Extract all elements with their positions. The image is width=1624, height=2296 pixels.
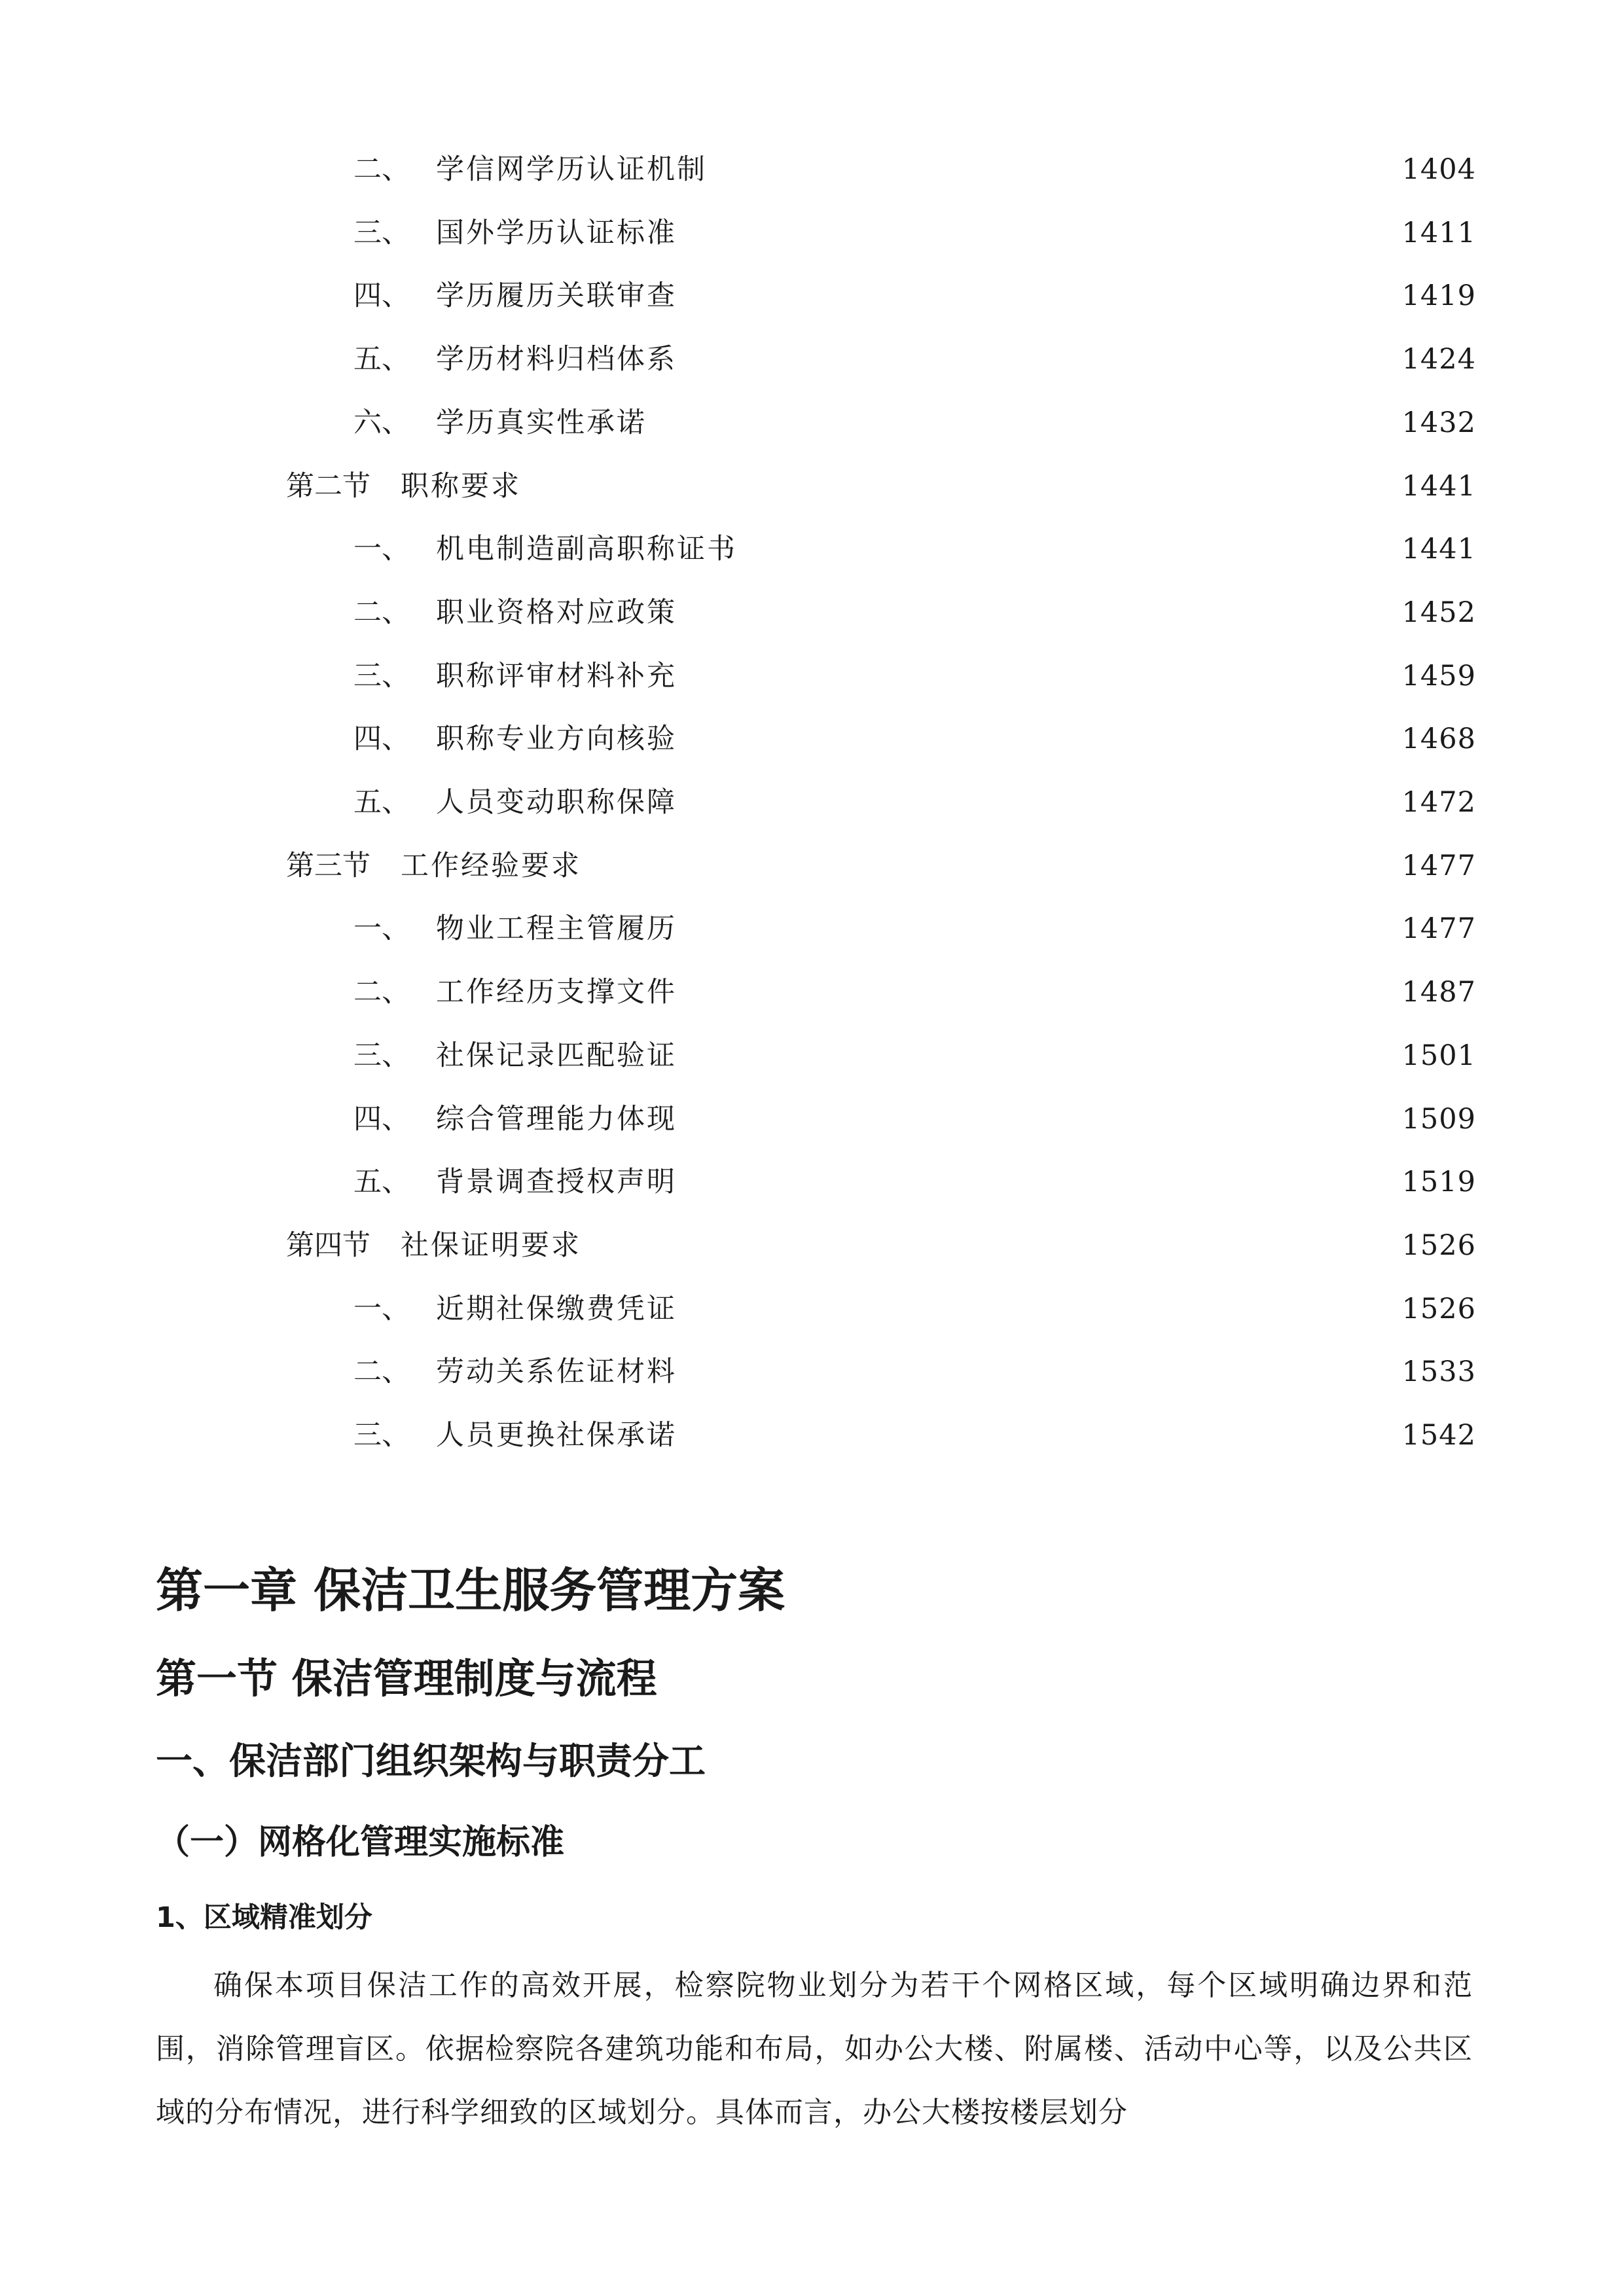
toc-entry-number: 二、 — [353, 596, 410, 629]
toc-entry — [353, 716, 1476, 762]
toc-entry — [353, 336, 1476, 382]
toc-entry-number: 第二节 — [286, 469, 370, 503]
toc-entry-title: 国外学历认证标准 — [436, 216, 677, 249]
toc-dot-leader — [686, 1096, 1396, 1142]
toc-page-number: 1459 — [1401, 659, 1476, 692]
toc-entry-number: 四、 — [353, 279, 410, 313]
toc-entry-title: 人员更换社保承诺 — [436, 1419, 677, 1452]
toc-entry-title: 社保记录匹配验证 — [436, 1039, 677, 1072]
toc-entry — [353, 969, 1476, 1015]
toc-dot-leader — [686, 906, 1396, 952]
toc-page-number: 1452 — [1401, 596, 1476, 629]
toc-entry-number: 五、 — [353, 1166, 410, 1199]
toc-entry — [353, 147, 1476, 192]
toc-entry — [353, 780, 1476, 825]
toc-section-entry — [286, 463, 1476, 509]
toc-page-number: 1432 — [1401, 406, 1476, 439]
toc-entry-title: 职业资格对应政策 — [436, 596, 677, 629]
toc-page-number: 1411 — [1401, 216, 1476, 249]
section-title: 第一节 保洁管理制度与流程 — [156, 1655, 657, 1702]
toc-entry-title: 职称评审材料补充 — [436, 659, 677, 692]
toc-entry-number: 五、 — [353, 343, 410, 376]
toc-entry-title: 工作经历支撑文件 — [436, 976, 677, 1009]
heading-level-3: 1、区域精准划分 — [156, 1901, 372, 1934]
toc-dot-leader — [656, 400, 1396, 446]
toc-page-number: 1519 — [1401, 1166, 1476, 1199]
toc-entry-number: 第四节 — [286, 1229, 370, 1262]
toc-entry-number: 三、 — [353, 659, 410, 692]
toc-dot-leader — [686, 780, 1396, 825]
toc-dot-leader — [686, 716, 1396, 762]
toc-entry-title: 工作经验要求 — [401, 849, 581, 882]
heading-level-1: 一、保洁部门组织架构与职责分工 — [156, 1740, 706, 1783]
toc-entry-number: 二、 — [353, 153, 410, 186]
toc-page-number: 1477 — [1401, 849, 1476, 882]
toc-section-entry — [286, 1223, 1476, 1268]
toc-entry-title: 近期社保缴费凭证 — [436, 1292, 677, 1325]
toc-page-number: 1509 — [1401, 1102, 1476, 1136]
toc-dot-leader — [686, 273, 1396, 319]
body-paragraph: 确保本项目保洁工作的高效开展，检察院物业划分为若干个网格区域，每个区域明确边界和范围，消除管理盲区。依据检察院各建筑功能和布局，如办公大楼、附属楼、活动中心等，以及公共区域的分布情况，进行科学细致的区域划分。具体而言，办公大楼按楼层划分 — [156, 1969, 1473, 2129]
toc-page-number: 1487 — [1401, 976, 1476, 1009]
toc-page-number: 1424 — [1401, 343, 1476, 376]
toc-entry-number: 二、 — [353, 976, 410, 1009]
toc-entry — [353, 400, 1476, 446]
toc-entry-number: 二、 — [353, 1355, 410, 1389]
toc-dot-leader — [686, 1286, 1396, 1332]
toc-page-number: 1477 — [1401, 912, 1476, 946]
toc-entry-number: 第三节 — [286, 849, 370, 882]
toc-entry-title: 学历真实性承诺 — [436, 406, 647, 439]
toc-entry-number: 六、 — [353, 406, 410, 439]
toc-dot-leader — [686, 969, 1396, 1015]
toc-dot-leader — [686, 1033, 1396, 1079]
toc-entry-title: 劳动关系佐证材料 — [436, 1355, 677, 1389]
toc-dot-leader — [716, 147, 1396, 192]
toc-dot-leader — [686, 336, 1396, 382]
toc-entry-title: 人员变动职称保障 — [436, 786, 677, 819]
toc-page-number: 1472 — [1401, 786, 1476, 819]
toc-entry — [353, 210, 1476, 256]
toc-entry-title: 职称专业方向核验 — [436, 723, 677, 756]
toc-entry-title: 机电制造副高职称证书 — [436, 533, 737, 566]
toc-entry-number: 三、 — [353, 1039, 410, 1072]
toc-entry-title: 物业工程主管履历 — [436, 912, 677, 946]
toc-entry-number: 一、 — [353, 1292, 410, 1325]
toc-entry-number: 五、 — [353, 786, 410, 819]
toc-entry-title: 综合管理能力体现 — [436, 1102, 677, 1136]
toc-entry — [353, 906, 1476, 952]
toc-dot-leader — [686, 653, 1396, 699]
toc-entry-title: 学信网学历认证机制 — [436, 153, 707, 186]
heading-level-2: （一）网格化管理实施标准 — [156, 1823, 565, 1862]
toc-dot-leader — [686, 210, 1396, 256]
toc-entry — [353, 1096, 1476, 1142]
toc-entry — [353, 653, 1476, 699]
toc-dot-leader — [590, 843, 1396, 889]
toc-dot-leader — [746, 526, 1396, 572]
toc-page-number: 1542 — [1401, 1419, 1476, 1452]
toc-page-number: 1468 — [1401, 723, 1476, 756]
toc-page-number: 1441 — [1401, 469, 1476, 503]
toc-entry — [353, 590, 1476, 636]
toc-entry-number: 三、 — [353, 216, 410, 249]
toc-page-number: 1533 — [1401, 1355, 1476, 1389]
toc-entry — [353, 1349, 1476, 1395]
toc-page-number: 1526 — [1401, 1292, 1476, 1325]
toc-dot-leader — [686, 1159, 1396, 1205]
toc-page-number: 1441 — [1401, 533, 1476, 566]
toc-entry-number: 一、 — [353, 533, 410, 566]
toc-entry-title: 职称要求 — [401, 469, 521, 503]
toc-entry-number: 四、 — [353, 723, 410, 756]
toc-entry — [353, 273, 1476, 319]
chapter-title: 第一章 保洁卫生服务管理方案 — [156, 1563, 785, 1618]
toc-entry — [353, 1159, 1476, 1205]
toc-dot-leader — [686, 1412, 1396, 1458]
toc-section-entry — [286, 843, 1476, 889]
toc-dot-leader — [590, 1223, 1396, 1268]
toc-dot-leader — [686, 1349, 1396, 1395]
toc-dot-leader — [530, 463, 1396, 509]
toc-dot-leader — [686, 590, 1396, 636]
toc-page-number: 1404 — [1401, 153, 1476, 186]
toc-entry — [353, 1286, 1476, 1332]
toc-entry-number: 四、 — [353, 1102, 410, 1136]
toc-entry-number: 一、 — [353, 912, 410, 946]
toc-entry — [353, 526, 1476, 572]
toc-entry-number: 三、 — [353, 1419, 410, 1452]
toc-entry-title: 背景调查授权声明 — [436, 1166, 677, 1199]
toc-entry — [353, 1412, 1476, 1458]
toc-entry-title: 学历履历关联审查 — [436, 279, 677, 313]
toc-entry-title: 社保证明要求 — [401, 1229, 581, 1262]
toc-page-number: 1526 — [1401, 1229, 1476, 1262]
toc-page-number: 1501 — [1401, 1039, 1476, 1072]
toc-entry-title: 学历材料归档体系 — [436, 343, 677, 376]
toc-page-number: 1419 — [1401, 279, 1476, 313]
toc-entry — [353, 1033, 1476, 1079]
